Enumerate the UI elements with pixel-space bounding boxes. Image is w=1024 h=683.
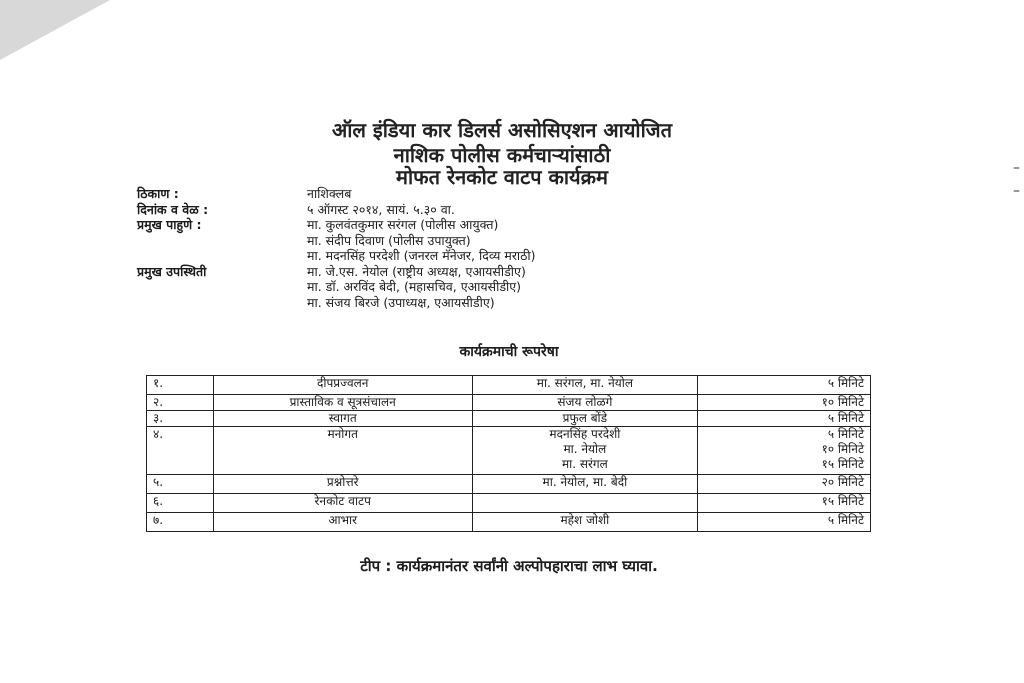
- detail-value: मा. संजय बिरजे (उपाध्यक्ष, एआयसीडीए): [307, 294, 495, 310]
- detail-chief-guest: [137, 233, 536, 249]
- scan-corner-fold: [0, 0, 110, 60]
- row-speaker: प्रफुल बोंडे: [472, 411, 698, 427]
- detail-value: मा. कुलवंतकुमार सरंगल (पोलीस आयुक्त): [307, 217, 499, 232]
- row-number: २.: [147, 395, 214, 411]
- row-speaker: महेश जोशी: [472, 513, 698, 532]
- row-duration: २० मिनिटे: [698, 475, 871, 494]
- row-number: ३.: [147, 411, 214, 427]
- row-activity: प्रश्नोत्तरे: [213, 475, 472, 494]
- detail-label: प्रमुख उपस्थिती: [137, 263, 207, 279]
- row-number: ७.: [147, 513, 214, 532]
- row-duration: ५ मिनिटे: [698, 411, 871, 427]
- row-durations: [698, 427, 871, 475]
- event-details: [137, 186, 536, 310]
- table-row: [147, 513, 871, 532]
- schedule-heading: कार्यक्रमाची रूपरेषा: [459, 344, 559, 360]
- row-speaker: मा. सरंगल: [561, 457, 608, 471]
- detail-presence: [137, 264, 536, 280]
- table-row: [147, 475, 871, 494]
- row-activity: दीपप्रज्वलन: [213, 376, 472, 395]
- detail-value: मा. जे.एस. नेयोल (राष्ट्रीय अध्यक्ष, एआयसीडीए): [307, 263, 526, 279]
- detail-label: [137, 248, 307, 264]
- row-duration: १५ मिनिटे: [821, 457, 864, 471]
- table-row: [147, 395, 871, 411]
- detail-chief-guest: [137, 217, 536, 233]
- detail-label: ठिकाण :: [137, 186, 179, 201]
- row-duration: १० मिनिटे: [821, 442, 864, 456]
- title-line-2: नाशिक पोलीस कर्मचाऱ्यांसाठी: [393, 143, 611, 167]
- detail-label: प्रमुख पाहुणे :: [137, 217, 202, 232]
- detail-label: [137, 279, 307, 295]
- row-number: १.: [147, 376, 214, 395]
- detail-chief-guest: [137, 248, 536, 264]
- row-duration: १० मिनिटे: [698, 395, 871, 411]
- detail-label: [137, 295, 307, 311]
- row-duration: ५ मिनिटे: [698, 513, 871, 532]
- detail-label: [137, 233, 307, 249]
- row-number: ६.: [147, 494, 214, 513]
- detail-presence: [137, 295, 536, 311]
- detail-value: मा. मदनसिंह परदेशी (जनरल मॅनेजर, दिव्य मराठी): [307, 248, 536, 263]
- title-line-1: ऑल इंडिया कार डिलर्स असोसिएशन आयोजित: [331, 118, 673, 142]
- margin-dash-mark: –: [1013, 183, 1020, 199]
- margin-dash-mark: –: [1013, 160, 1020, 176]
- detail-date-time: [137, 202, 536, 218]
- row-activity: रेनकोट वाटप: [213, 494, 472, 513]
- detail-presence: [137, 279, 536, 295]
- row-speaker: मदनसिंह परदेशी: [549, 427, 621, 441]
- table-row: [147, 411, 871, 427]
- table-row: [147, 376, 871, 395]
- title-line-3: मोफत रेनकोट वाटप कार्यक्रम: [396, 165, 608, 189]
- row-activity: प्रास्ताविक व सूत्रसंचालन: [213, 395, 472, 411]
- detail-label: दिनांक व वेळ :: [137, 201, 209, 217]
- footer-note: टीप : कार्यक्रमानंतर सर्वांनी अल्पोपहाराचा लाभ घ्यावा.: [360, 557, 658, 575]
- row-speaker: मा. नेयोल, मा. बेदी: [472, 475, 698, 494]
- schedule-table: [146, 375, 871, 532]
- table-row: [147, 427, 871, 475]
- row-activity: स्वागत: [213, 411, 472, 427]
- detail-value: मा. डॉ. अरविंद बेदी, (महासचिव, एआयसीडीए): [307, 279, 522, 294]
- detail-value: नाशिक्लब: [307, 186, 352, 201]
- row-speaker: मा. नेयोल: [563, 442, 607, 456]
- table-row: [147, 494, 871, 513]
- row-activity: मनोगत: [213, 427, 472, 475]
- row-duration: ५ मिनिटे: [827, 427, 864, 441]
- detail-value: ५ ऑगस्ट २०१४, सायं. ५.३० वा.: [307, 201, 455, 217]
- detail-value: मा. संदीप दिवाण (पोलीस उपायुक्त): [307, 232, 471, 248]
- row-speakers: [472, 427, 698, 475]
- row-speaker: [472, 494, 698, 513]
- row-speaker: मा. सरंगल, मा. नेयोल: [472, 376, 698, 395]
- row-speaker: संजय लोळगे: [472, 395, 698, 411]
- row-number: ५.: [147, 475, 214, 494]
- detail-venue: [137, 186, 536, 202]
- row-duration: ५ मिनिटे: [698, 376, 871, 395]
- row-activity: आभार: [213, 513, 472, 532]
- row-duration: १५ मिनिटे: [698, 494, 871, 513]
- row-number: ४.: [147, 427, 214, 475]
